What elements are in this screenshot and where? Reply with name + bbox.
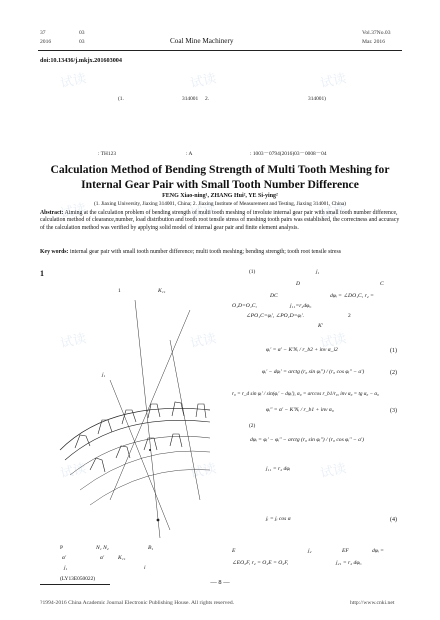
- caption-alpha-2: α': [100, 555, 105, 561]
- affil-cn-3: 2.: [205, 96, 210, 102]
- abstract-label: Abstract:: [40, 210, 64, 216]
- right-d: D: [296, 281, 301, 287]
- right-k: K': [318, 323, 323, 329]
- right-eq1: dφᵢ = ∠DO₁C, r₂ =: [330, 293, 374, 299]
- right-c: C: [380, 281, 384, 287]
- authors: FENG Xiao-ning¹, ZHANG Hui², YE Si-ying²: [162, 193, 278, 199]
- keywords-label: Key words:: [40, 249, 69, 255]
- watermark-6: 试读: [319, 201, 348, 222]
- caption-n: N₁ N₂: [96, 545, 109, 551]
- title-line-2: Internal Gear Pair with Small Tooth Number Difference: [81, 178, 359, 191]
- issn-code: : 1003－0794(2016)03－0008－04: [250, 151, 327, 157]
- caption-b: B₁: [148, 545, 154, 551]
- right-eq3: j₁₁=r₂dφᵢ,: [290, 303, 312, 309]
- caption-k11: K₁₁: [118, 555, 126, 561]
- equation-6: jᵢ = jᵢ cos α: [266, 516, 291, 522]
- figure-label-j1: j₁: [102, 372, 106, 378]
- right-section-1: (1): [249, 269, 256, 275]
- header-date-right: Mar. 2016: [362, 39, 385, 45]
- affil-cn-2: 314001: [182, 96, 199, 102]
- right-j2: j₂: [308, 548, 312, 554]
- affil-cn-1: (1.: [118, 96, 124, 102]
- right-eof: ∠EO₂F, r₂ = O₂E = O₂F,: [232, 560, 289, 566]
- right-ref-2: (2): [249, 423, 256, 429]
- right-ef: EF: [342, 548, 349, 554]
- right-j1: j₁: [316, 269, 320, 275]
- equation-5: j₁₁ = r₂ dφᵢ: [266, 466, 291, 472]
- right-num2: 2: [348, 313, 351, 319]
- left-text-k11: K₁₁: [158, 288, 166, 294]
- affil-cn-4: 314001): [308, 96, 326, 102]
- section-1-heading: 1: [40, 269, 44, 278]
- caption-p: P: [60, 545, 63, 551]
- right-j21: j₂₁ = r₂ dφᵢ,: [336, 560, 362, 566]
- header-rule: [38, 50, 402, 51]
- watermark-12: 试读: [319, 461, 348, 482]
- watermark-3: 试读: [319, 71, 348, 92]
- header-year: 2016: [40, 39, 52, 45]
- affiliation-en: (1. Jiaxing University, Jiaxing 314001, China; 2. Jiaxing Institute of Measurement and Testing, Jiaxing 314001, China): [93, 201, 347, 207]
- right-eq4: ∠PO₁C=φᵢ', ∠PO₁D=φᵢ'.: [246, 313, 305, 319]
- header-vol-right: Vol.37No.03: [362, 30, 391, 36]
- watermark-10: 试读: [59, 461, 88, 482]
- right-dphi: dφᵢ =: [372, 548, 384, 554]
- doi: doi:10.13436/j.mkjx.201603004: [40, 57, 122, 64]
- equation-3a: r₀ = r_d sin φᵢ' / sin(φᵢ' − dφᵢ'), α₀ = arccos r_b1/r₀, inv α₀ = tg α₀ − α₀: [232, 391, 379, 397]
- equation-6-number: (4): [390, 517, 397, 523]
- right-eq2: O₁D=O₁C,: [232, 303, 257, 309]
- classification-number: : TH123: [98, 151, 117, 157]
- footer-url: http://www.cnki.net: [350, 600, 395, 606]
- watermark-1: 试读: [59, 71, 88, 92]
- equation-2: φᵢ' − dφᵢ' = arctg (r₀ sin φᵢ'') / (r₀ cos φᵢ'' − a'): [262, 369, 365, 375]
- equation-1: φᵢ' = α' − K'Nᵢ / r_b2 + inv α_i2: [266, 347, 338, 353]
- watermark-2: 试读: [189, 71, 218, 92]
- header-issue: 03: [79, 39, 85, 45]
- watermark-11: 试读: [189, 461, 218, 482]
- left-text-1: 1: [118, 288, 121, 294]
- right-dc: DC: [270, 293, 278, 299]
- abstract: [40, 210, 402, 232]
- equation-2-number: (2): [390, 370, 397, 376]
- equation-3-number: (3): [390, 408, 397, 414]
- abstract-text: Aiming at the calculation problem of bending strength of multi tooth meshing of involute internal gear pair with small tooth number difference, calculation method of clearance,number, load distribution and tooth root tensile stress of meshing tooth pairs was established, the correctness and accuracy of the calculation method was verified by applying solid model of internal gear pair and finite element analysis.: [40, 210, 400, 231]
- funding-code: (LY13E050022): [60, 576, 96, 582]
- watermark-7: 试读: [59, 331, 88, 352]
- journal-name: Coal Mine Machinery: [170, 37, 234, 45]
- footer-copyright: ?1994-2016 China Academic Journal Electronic Publishing House. All rights reserved.: [40, 600, 235, 606]
- caption-i: i: [144, 565, 146, 571]
- caption-j1: j₁: [64, 565, 68, 571]
- right-e: E: [232, 548, 236, 554]
- keywords-text: internal gear pair with small tooth number difference; multi tooth meshing; bending strength; tooth root tensile stress: [69, 249, 341, 255]
- watermark-9: 试读: [319, 331, 348, 352]
- page-number: — 8 —: [210, 579, 230, 586]
- equation-1-number: (1): [390, 348, 397, 354]
- keywords: [40, 249, 402, 256]
- watermark-8: 试读: [189, 331, 218, 352]
- watermark-4: 试读: [59, 201, 88, 222]
- header-volume-issue: 03: [79, 30, 85, 36]
- caption-alpha: α': [62, 555, 67, 561]
- document-code: : A: [186, 151, 193, 157]
- watermark-5: 试读: [189, 201, 218, 222]
- equation-4a: dφᵢ = φᵢ' − φᵢ'' − arctg (r₀ sin φᵢ'') / (r₀ cos φᵢ'' − a'): [250, 437, 364, 443]
- header-volume: 37: [40, 30, 46, 36]
- title-line-1: Calculation Method of Bending Strength of Multi Tooth Meshing for: [50, 163, 390, 176]
- equation-3b: φᵢ'' = α' − K'Nᵢ / r_b1 + inv α₀: [266, 407, 334, 413]
